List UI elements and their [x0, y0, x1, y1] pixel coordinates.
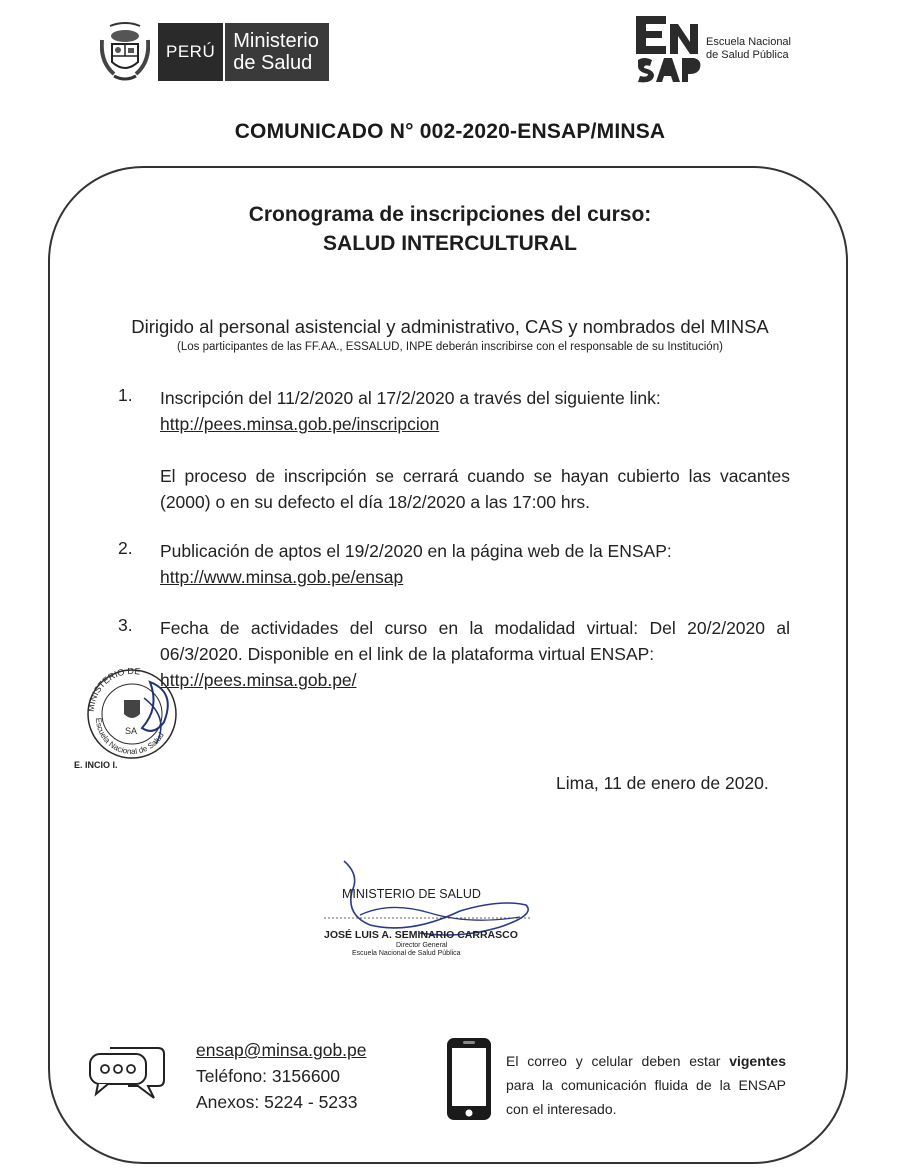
- peru-label: PERÚ: [158, 23, 223, 81]
- course-title-line1: Cronograma de inscripciones del curso:: [248, 203, 652, 226]
- ensap-logo: [630, 14, 830, 84]
- item-1-text: Inscripción del 11/2/2020 al 17/2/2020 a través del siguiente link:: [160, 388, 661, 408]
- footer-note-end: para la comunicación fluida de la ENSAP con el interesado.: [506, 1077, 786, 1117]
- item-3-text: Fecha de actividades del curso en la modalidad virtual: Del 20/2/2020 al 06/3/2020. Disponible en el link de la plataforma virtual ENSAP:: [160, 618, 790, 664]
- ministerio-line2: de Salud: [233, 52, 313, 74]
- contact-extensions: Anexos: 5224 - 5233: [196, 1092, 358, 1112]
- mobile-phone-icon: [445, 1036, 493, 1122]
- ensap-name: [706, 36, 791, 62]
- contact-phone: Teléfono: 3156600: [196, 1066, 341, 1086]
- minsa-logo: [100, 20, 350, 84]
- seal-text-top: MINISTERIO DE: [85, 668, 141, 713]
- item-2-link[interactable]: http://www.minsa.gob.pe/ensap: [160, 567, 404, 587]
- audience-note: (Los participantes de las FF.AA., ESSALUD, INPE deberán inscribirse con el responsable de su Institución): [177, 341, 723, 353]
- peru-crest-icon: [100, 22, 150, 82]
- footer-note-start: El correo y celular deben estar: [506, 1053, 730, 1069]
- course-title-line2: SALUD INTERCULTURAL: [323, 232, 577, 255]
- signature-name: JOSÉ LUIS A. SEMINARIO CARRASCO: [324, 929, 518, 941]
- item-3-link[interactable]: http://pees.minsa.gob.pe/: [160, 670, 357, 690]
- footer-note: [506, 1049, 786, 1121]
- item-2: [160, 538, 790, 590]
- item-1-extra: El proceso de inscripción se cerrará cuando se hayan cubierto las vacantes (2000) o en su defecto el día 18/2/2020 a las 17:00 hrs.: [160, 466, 790, 512]
- item-3: [160, 615, 790, 693]
- signature-role: Director General: [396, 942, 448, 949]
- course-title: [0, 200, 900, 258]
- footer-note-bold: vigentes: [729, 1053, 786, 1069]
- seal-text-bottom: Escuela Nacional de Salud: [93, 717, 166, 757]
- ensap-line1: Escuela Nacional: [706, 36, 791, 48]
- item-3-number: 3.: [118, 615, 133, 635]
- item-2-number: 2.: [118, 538, 133, 558]
- signature-block: [300, 855, 570, 965]
- svg-text:Escuela Nacional de Salud: [94, 717, 166, 756]
- seal-stamp-icon: [80, 668, 190, 768]
- signature-dept: Escuela Nacional de Salud Pública: [352, 950, 461, 957]
- item-1: [160, 385, 790, 515]
- contact-email[interactable]: ensap@minsa.gob.pe: [196, 1040, 367, 1060]
- item-2-text: Publicación de aptos el 19/2/2020 en la página web de la ENSAP:: [160, 541, 672, 561]
- institution-seal: [74, 668, 190, 770]
- audience-text: Dirigido al personal asistencial y administrativo, CAS y nombrados del MINSA: [131, 316, 769, 337]
- ensap-logo-icon: [630, 14, 704, 84]
- ministerio-line1: Ministerio: [233, 30, 319, 52]
- ensap-line2: de Salud Pública: [706, 49, 789, 61]
- chat-bubbles-icon: [88, 1040, 168, 1102]
- seal-center: SA: [125, 726, 138, 736]
- comunicado-title: COMUNICADO N° 002-2020-ENSAP/MINSA: [234, 120, 666, 143]
- seal-caption: E. INCIO I.: [74, 760, 118, 770]
- item-1-number: 1.: [118, 385, 133, 405]
- item-1-link[interactable]: http://pees.minsa.gob.pe/inscripcion: [160, 414, 440, 434]
- signature-org: MINISTERIO DE SALUD: [342, 887, 481, 901]
- date-line: Lima, 11 de enero de 2020.: [556, 773, 769, 793]
- ministerio-label: [223, 23, 329, 81]
